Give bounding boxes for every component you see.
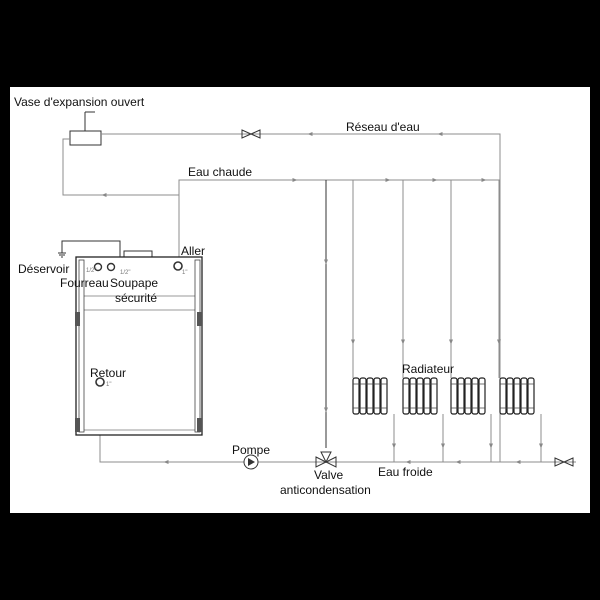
valve-label-line2: anticondensation — [280, 483, 371, 497]
radiator-label: Radiateur — [402, 362, 455, 376]
return-size: 1" — [106, 382, 112, 388]
supply-size: 1" — [182, 270, 188, 276]
safety-valve-connector-icon — [108, 264, 115, 271]
heating-schematic — [10, 87, 590, 513]
radiator-icon — [451, 378, 485, 414]
valve-label-line1: Valve — [314, 468, 344, 482]
ground-drain-icon — [58, 253, 66, 257]
water-network-label: Réseau d'eau — [346, 120, 420, 134]
radiator-icon — [353, 378, 387, 414]
radiator-icon — [500, 378, 534, 414]
hot-water-label: Eau chaude — [188, 165, 253, 179]
radiators — [353, 378, 534, 414]
sleeve-label: Fourreau — [60, 276, 109, 290]
cold-water-label: Eau froide — [378, 465, 433, 479]
diagram-canvas — [10, 87, 590, 513]
radiator-feeds — [353, 180, 499, 378]
hot-water-pipe — [179, 180, 500, 265]
pump-icon — [244, 455, 258, 469]
tank-label: Déservoir — [18, 262, 70, 276]
supply-label: Aller — [181, 244, 206, 258]
safety-valve-label-line1: Soupape — [110, 276, 159, 290]
safety-valve-size: 1/2" — [120, 270, 131, 276]
return-label: Retour — [90, 366, 127, 380]
radiator-returns — [394, 414, 541, 462]
expansion-pipe — [63, 139, 179, 195]
radiator-icon — [403, 378, 437, 414]
expansion-tank-label: Vase d'expansion ouvert — [14, 95, 145, 109]
supply-connector-icon — [174, 262, 182, 270]
sleeve-size: 1/2" — [86, 268, 97, 274]
pump-label: Pompe — [232, 443, 271, 457]
safety-valve-label-line2: sécurité — [115, 291, 158, 305]
three-way-valve-icon — [316, 452, 336, 467]
expansion-tank — [70, 112, 101, 145]
tank-drain-pipe — [62, 241, 120, 257]
